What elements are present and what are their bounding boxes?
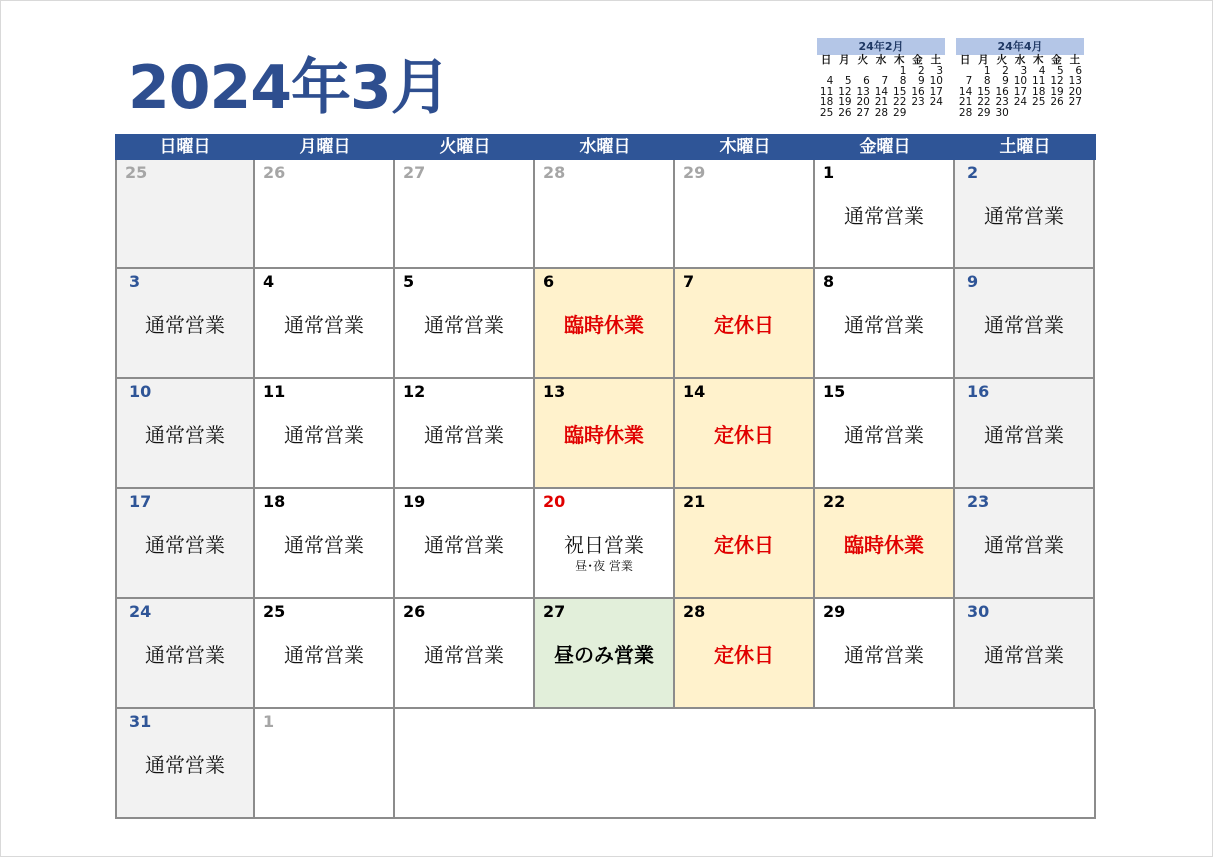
mini-day: 24 xyxy=(929,96,943,108)
mini-weekday-label: 月 xyxy=(978,54,989,66)
page-title: 2024年3月 xyxy=(128,53,450,123)
day-status: 通常営業 xyxy=(145,313,225,337)
weekday-label: 木曜日 xyxy=(719,137,771,157)
day-status: 通常営業 xyxy=(284,533,364,557)
day-number: 1 xyxy=(823,163,835,182)
mini-day: 13 xyxy=(1068,75,1082,87)
day-status: 通常営業 xyxy=(984,423,1064,447)
weekday-label: 水曜日 xyxy=(579,137,631,157)
mini-day: 6 xyxy=(1075,64,1082,77)
mini-day: 3 xyxy=(936,64,943,77)
mini-day: 12 xyxy=(838,85,852,98)
mini-day: 12 xyxy=(1050,75,1064,87)
mini-weekday-label: 土 xyxy=(1069,54,1081,66)
day-cell[interactable] xyxy=(395,269,535,379)
day-number: 3 xyxy=(129,272,141,291)
mini-day: 16 xyxy=(911,85,925,98)
mini-day: 8 xyxy=(899,75,907,87)
day-number: 29 xyxy=(683,163,706,182)
day-status: 通常営業 xyxy=(145,533,225,557)
mini-day: 11 xyxy=(819,85,834,98)
week-row xyxy=(115,379,1096,489)
mini-day: 15 xyxy=(977,85,991,98)
day-cell[interactable] xyxy=(815,269,955,379)
day-cell[interactable] xyxy=(395,379,535,489)
mini-weekday-label: 金 xyxy=(912,54,923,66)
mini-day: 19 xyxy=(1050,85,1064,98)
day-number: 18 xyxy=(263,492,286,511)
mini-day: 27 xyxy=(1068,96,1082,108)
day-cell[interactable] xyxy=(955,160,1095,269)
mini-day: 28 xyxy=(958,106,973,119)
mini-day: 6 xyxy=(863,75,870,87)
mini-day: 2 xyxy=(1002,64,1009,77)
day-status: 通常営業 xyxy=(984,533,1064,557)
day-cell[interactable] xyxy=(815,489,955,599)
mini-day: 18 xyxy=(819,96,834,108)
day-number: 15 xyxy=(823,382,846,401)
week-row xyxy=(115,709,1096,819)
day-status: 通常営業 xyxy=(424,423,504,447)
mini-day: 4 xyxy=(1038,64,1046,77)
day-number: 2 xyxy=(967,163,979,182)
day-cell[interactable] xyxy=(115,489,255,599)
day-cell[interactable] xyxy=(115,709,255,819)
mini-day: 17 xyxy=(1013,85,1028,98)
day-cell[interactable] xyxy=(675,379,815,489)
mini-calendar-header: 24年2月 xyxy=(817,38,945,55)
day-number: 30 xyxy=(967,602,990,621)
day-status: 通常営業 xyxy=(844,643,924,667)
mini-calendar-header: 24年4月 xyxy=(956,38,1084,55)
mini-calendar-feb xyxy=(817,38,945,118)
day-number: 27 xyxy=(543,602,566,621)
mini-calendar-apr xyxy=(956,38,1084,118)
mini-day: 1 xyxy=(899,64,907,77)
mini-day: 9 xyxy=(1002,75,1009,87)
mini-day: 17 xyxy=(929,85,943,98)
mini-day: 25 xyxy=(819,106,834,119)
day-status: 定休日 xyxy=(714,313,774,337)
day-cell[interactable] xyxy=(675,269,815,379)
mini-day: 7 xyxy=(881,75,889,87)
mini-weekday-label: 木 xyxy=(1033,54,1044,66)
day-cell[interactable] xyxy=(535,379,675,489)
day-cell[interactable] xyxy=(535,160,675,269)
week-row xyxy=(115,599,1096,709)
day-status: 通常営業 xyxy=(844,313,924,337)
mini-day: 1 xyxy=(983,64,991,77)
weekday-label: 火曜日 xyxy=(439,137,491,157)
mini-day xyxy=(1066,108,1084,119)
day-cell[interactable] xyxy=(115,269,255,379)
day-number: 25 xyxy=(125,163,148,182)
day-status: 祝日営業 xyxy=(564,533,644,557)
mini-weekday-label: 土 xyxy=(930,54,942,66)
day-status: 定休日 xyxy=(714,533,774,557)
day-status: 臨時休業 xyxy=(564,313,644,337)
calendar-grid xyxy=(115,160,1096,819)
day-number: 19 xyxy=(403,492,426,511)
day-status: 定休日 xyxy=(714,643,774,667)
day-status: 通常営業 xyxy=(984,313,1064,337)
weekday-header xyxy=(115,134,1096,160)
day-status: 通常営業 xyxy=(844,423,924,447)
mini-weekday-label: 火 xyxy=(996,54,1007,66)
mini-day: 26 xyxy=(838,106,852,119)
mini-day xyxy=(927,108,945,119)
day-cell[interactable] xyxy=(255,269,395,379)
day-cell[interactable] xyxy=(955,379,1095,489)
mini-day: 16 xyxy=(995,85,1009,98)
day-status: 通常営業 xyxy=(424,313,504,337)
mini-day: 21 xyxy=(958,96,973,108)
day-status: 通常営業 xyxy=(145,753,225,777)
day-status: 通常営業 xyxy=(844,204,924,228)
day-cell[interactable] xyxy=(675,489,815,599)
day-cell[interactable] xyxy=(955,599,1095,709)
mini-weekday-label: 日 xyxy=(820,54,832,66)
day-number: 13 xyxy=(543,382,566,401)
day-cell[interactable] xyxy=(115,599,255,709)
mini-day: 8 xyxy=(983,75,991,87)
mini-day: 13 xyxy=(856,85,870,98)
mini-day: 29 xyxy=(893,106,907,119)
mini-weekday-label: 水 xyxy=(1014,54,1026,66)
day-number: 14 xyxy=(683,382,706,401)
day-cell[interactable] xyxy=(255,379,395,489)
mini-day xyxy=(908,108,926,119)
day-number: 5 xyxy=(403,272,415,291)
mini-day: 20 xyxy=(856,96,870,108)
mini-weekday-label: 月 xyxy=(839,54,850,66)
mini-day: 18 xyxy=(1032,85,1046,98)
mini-day: 27 xyxy=(856,106,870,119)
day-cell[interactable] xyxy=(255,160,395,269)
mini-day: 19 xyxy=(838,96,852,108)
day-cell[interactable] xyxy=(395,599,535,709)
weekday-label: 月曜日 xyxy=(299,137,351,157)
mini-day: 20 xyxy=(1068,85,1082,98)
week-row xyxy=(115,489,1096,599)
month-calendar xyxy=(115,134,1096,819)
mini-day: 22 xyxy=(977,96,991,108)
mini-day: 11 xyxy=(1032,75,1046,87)
week-row xyxy=(115,160,1096,269)
day-note: 昼･夜 営業 xyxy=(575,559,633,573)
day-cell[interactable] xyxy=(395,160,535,269)
day-cell[interactable] xyxy=(955,489,1095,599)
mini-day: 15 xyxy=(893,85,907,98)
day-number: 23 xyxy=(967,492,990,511)
day-number: 16 xyxy=(967,382,990,401)
day-cell[interactable] xyxy=(255,489,395,599)
day-cell[interactable] xyxy=(395,489,535,599)
day-status: 通常営業 xyxy=(284,643,364,667)
mini-day: 24 xyxy=(1013,96,1028,108)
day-status: 通常営業 xyxy=(984,204,1064,228)
weekday-label: 金曜日 xyxy=(859,137,911,157)
day-cell[interactable] xyxy=(255,709,395,819)
day-status: 臨時休業 xyxy=(844,533,924,557)
mini-day: 5 xyxy=(844,75,852,87)
day-status: 通常営業 xyxy=(984,643,1064,667)
day-cell[interactable] xyxy=(115,379,255,489)
day-cell[interactable] xyxy=(675,599,815,709)
empty-area xyxy=(395,709,1096,819)
day-number: 6 xyxy=(543,272,555,291)
day-status: 通常営業 xyxy=(284,423,364,447)
day-cell[interactable] xyxy=(675,160,815,269)
mini-weekday-label: 日 xyxy=(959,54,971,66)
day-number: 26 xyxy=(263,163,286,182)
mini-day: 10 xyxy=(929,75,943,87)
day-number: 21 xyxy=(683,492,706,511)
day-number: 28 xyxy=(683,602,706,621)
day-number: 8 xyxy=(823,272,835,291)
day-number: 4 xyxy=(263,272,275,291)
day-status: 臨時休業 xyxy=(564,423,644,447)
mini-day xyxy=(1011,108,1029,119)
day-cell[interactable] xyxy=(955,269,1095,379)
mini-day xyxy=(1047,108,1065,119)
mini-weekday-label: 水 xyxy=(875,54,887,66)
day-number: 22 xyxy=(823,492,846,511)
day-status: 通常営業 xyxy=(145,423,225,447)
day-cell[interactable] xyxy=(255,599,395,709)
mini-weekday-label: 火 xyxy=(857,54,868,66)
day-number: 1 xyxy=(263,712,275,731)
mini-calendar-table xyxy=(817,55,945,118)
day-status: 昼のみ営業 xyxy=(554,643,654,667)
day-status: 通常営業 xyxy=(424,533,504,557)
mini-weekday-label: 木 xyxy=(894,54,905,66)
day-number: 27 xyxy=(403,163,426,182)
mini-day: 23 xyxy=(995,96,1009,108)
day-cell[interactable] xyxy=(535,599,675,709)
mini-day: 3 xyxy=(1020,64,1028,77)
day-cell[interactable] xyxy=(535,489,675,599)
mini-day: 14 xyxy=(874,85,889,98)
day-number: 20 xyxy=(543,492,566,511)
mini-day: 28 xyxy=(874,106,889,119)
mini-calendar-table xyxy=(956,55,1084,118)
mini-day: 25 xyxy=(1032,96,1046,108)
day-number: 12 xyxy=(403,382,426,401)
mini-day: 22 xyxy=(893,96,907,108)
day-number: 7 xyxy=(683,272,695,291)
mini-day: 5 xyxy=(1057,64,1064,77)
weekday-label: 土曜日 xyxy=(999,137,1051,157)
day-cell[interactable] xyxy=(815,599,955,709)
day-number: 29 xyxy=(823,602,846,621)
day-number: 17 xyxy=(129,492,152,511)
day-cell[interactable] xyxy=(535,269,675,379)
mini-day: 30 xyxy=(995,106,1009,119)
day-number: 9 xyxy=(967,272,979,291)
mini-day: 26 xyxy=(1050,96,1064,108)
mini-day: 29 xyxy=(977,106,991,119)
day-number: 11 xyxy=(263,382,286,401)
mini-day: 4 xyxy=(826,75,834,87)
day-number: 10 xyxy=(129,382,152,401)
day-cell[interactable] xyxy=(815,379,955,489)
day-status: 通常営業 xyxy=(284,313,364,337)
mini-day: 7 xyxy=(965,75,973,87)
mini-day: 2 xyxy=(918,64,925,77)
mini-day: 21 xyxy=(874,96,889,108)
week-row xyxy=(115,269,1096,379)
day-number: 25 xyxy=(263,602,286,621)
day-cell[interactable] xyxy=(115,160,255,269)
day-cell[interactable] xyxy=(815,160,955,269)
day-status: 通常営業 xyxy=(424,643,504,667)
day-number: 28 xyxy=(543,163,566,182)
day-number: 24 xyxy=(129,602,152,621)
day-number: 31 xyxy=(129,712,152,731)
mini-day: 14 xyxy=(958,85,973,98)
day-status: 定休日 xyxy=(714,423,774,447)
mini-weekday-label: 金 xyxy=(1051,54,1062,66)
day-number: 26 xyxy=(403,602,426,621)
mini-day: 9 xyxy=(918,75,925,87)
weekday-label: 日曜日 xyxy=(159,137,211,157)
mini-day xyxy=(1029,108,1047,119)
mini-day: 23 xyxy=(911,96,925,108)
mini-day: 10 xyxy=(1013,75,1028,87)
day-status: 通常営業 xyxy=(145,643,225,667)
